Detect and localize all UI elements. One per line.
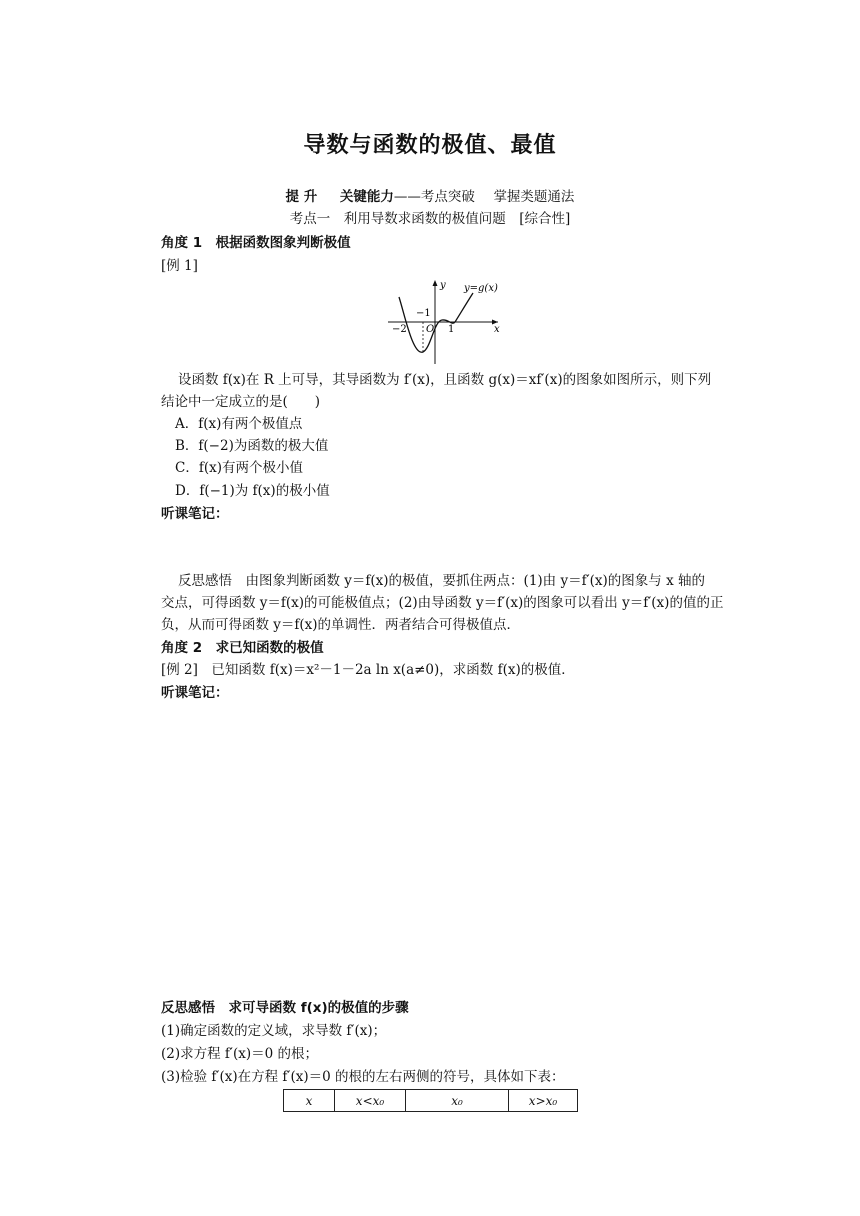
option-c: C．f(x)有两个极小值 — [175, 460, 303, 476]
notes-label-1: 听课笔记： — [161, 506, 229, 522]
tick-neg1: −1 — [416, 308, 431, 319]
option-a: A．f(x)有两个极值点 — [175, 416, 303, 432]
y-axis-arrow — [433, 280, 438, 286]
page-title: 导数与函数的极值、最值 — [303, 133, 557, 158]
x-axis-label: x — [494, 324, 500, 335]
angle2-heading: 角度 2 求已知函数的极值 — [161, 640, 324, 656]
section-sub: ——考点突破 — [393, 189, 475, 205]
table-header-x: x — [284, 1090, 335, 1112]
notes-label-2: 听课笔记： — [161, 685, 229, 701]
steps-heading: 反思感悟 求可导函数 f(x)的极值的步骤 — [161, 1000, 409, 1016]
y-axis-label: y — [440, 280, 446, 291]
section-tag: 提 升 — [285, 189, 318, 205]
section-key: 关键能力 — [339, 189, 394, 205]
sign-table — [283, 1089, 578, 1112]
reflection-1-line-3: 负，从而可得函数 y＝f(x)的单调性．两者结合可得极值点． — [161, 617, 521, 633]
question-line-1: 设函数 f(x)在 R 上可导，其导函数为 f′(x)，且函数 g(x)＝xf′(x)的图象如图所示，则下列 — [178, 372, 712, 388]
origin-label: O — [426, 324, 435, 335]
section-goal: 掌握类题通法 — [493, 189, 575, 205]
table-header-left: x<x₀ — [335, 1090, 406, 1112]
question-line-2: 结论中一定成立的是( ) — [161, 394, 321, 410]
curve-g — [399, 293, 473, 352]
table-header-root: x₀ — [406, 1090, 509, 1112]
curve-label: y=g(x) — [464, 283, 498, 294]
option-d: D．f(−1)为 f(x)的极小值 — [175, 483, 330, 499]
reflection-1-line-1: 反思感悟 由图象判断函数 y＝f(x)的极值，要抓住两点：(1)由 y＝f′(x)的图象与 x 轴的 — [178, 573, 706, 589]
example1-label: [例 1] — [161, 258, 198, 274]
table-row — [284, 1090, 578, 1112]
step-2: (2)求方程 f′(x)＝0 的根； — [161, 1046, 319, 1062]
reflection-1-line-2: 交点，可得函数 y＝f(x)的可能极值点；(2)由导函数 y＝f′(x)的图象可以看出 y＝f′(x)的值的正 — [161, 595, 724, 611]
tick-neg2: −2 — [392, 324, 407, 335]
example2-line: [例 2] 已知函数 f(x)＝x²－1－2a ln x(a≠0)，求函数 f(x)的极值． — [161, 662, 575, 678]
step-3: (3)检验 f′(x)在方程 f′(x)＝0 的根的左右两侧的符号，具体如下表： — [161, 1069, 565, 1085]
option-b: B．f(−2)为函数的极大值 — [175, 438, 329, 454]
topic-heading: 考点一 利用导数求函数的极值问题 [综合性] — [289, 211, 571, 227]
function-graph — [380, 276, 510, 366]
angle1-heading: 角度 1 根据函数图象判断极值 — [161, 235, 351, 251]
step-1: (1)确定函数的定义域，求导数 f′(x)； — [161, 1023, 387, 1039]
section-header — [0, 186, 860, 208]
tick-1: 1 — [448, 324, 455, 335]
table-header-right: x>x₀ — [509, 1090, 578, 1112]
